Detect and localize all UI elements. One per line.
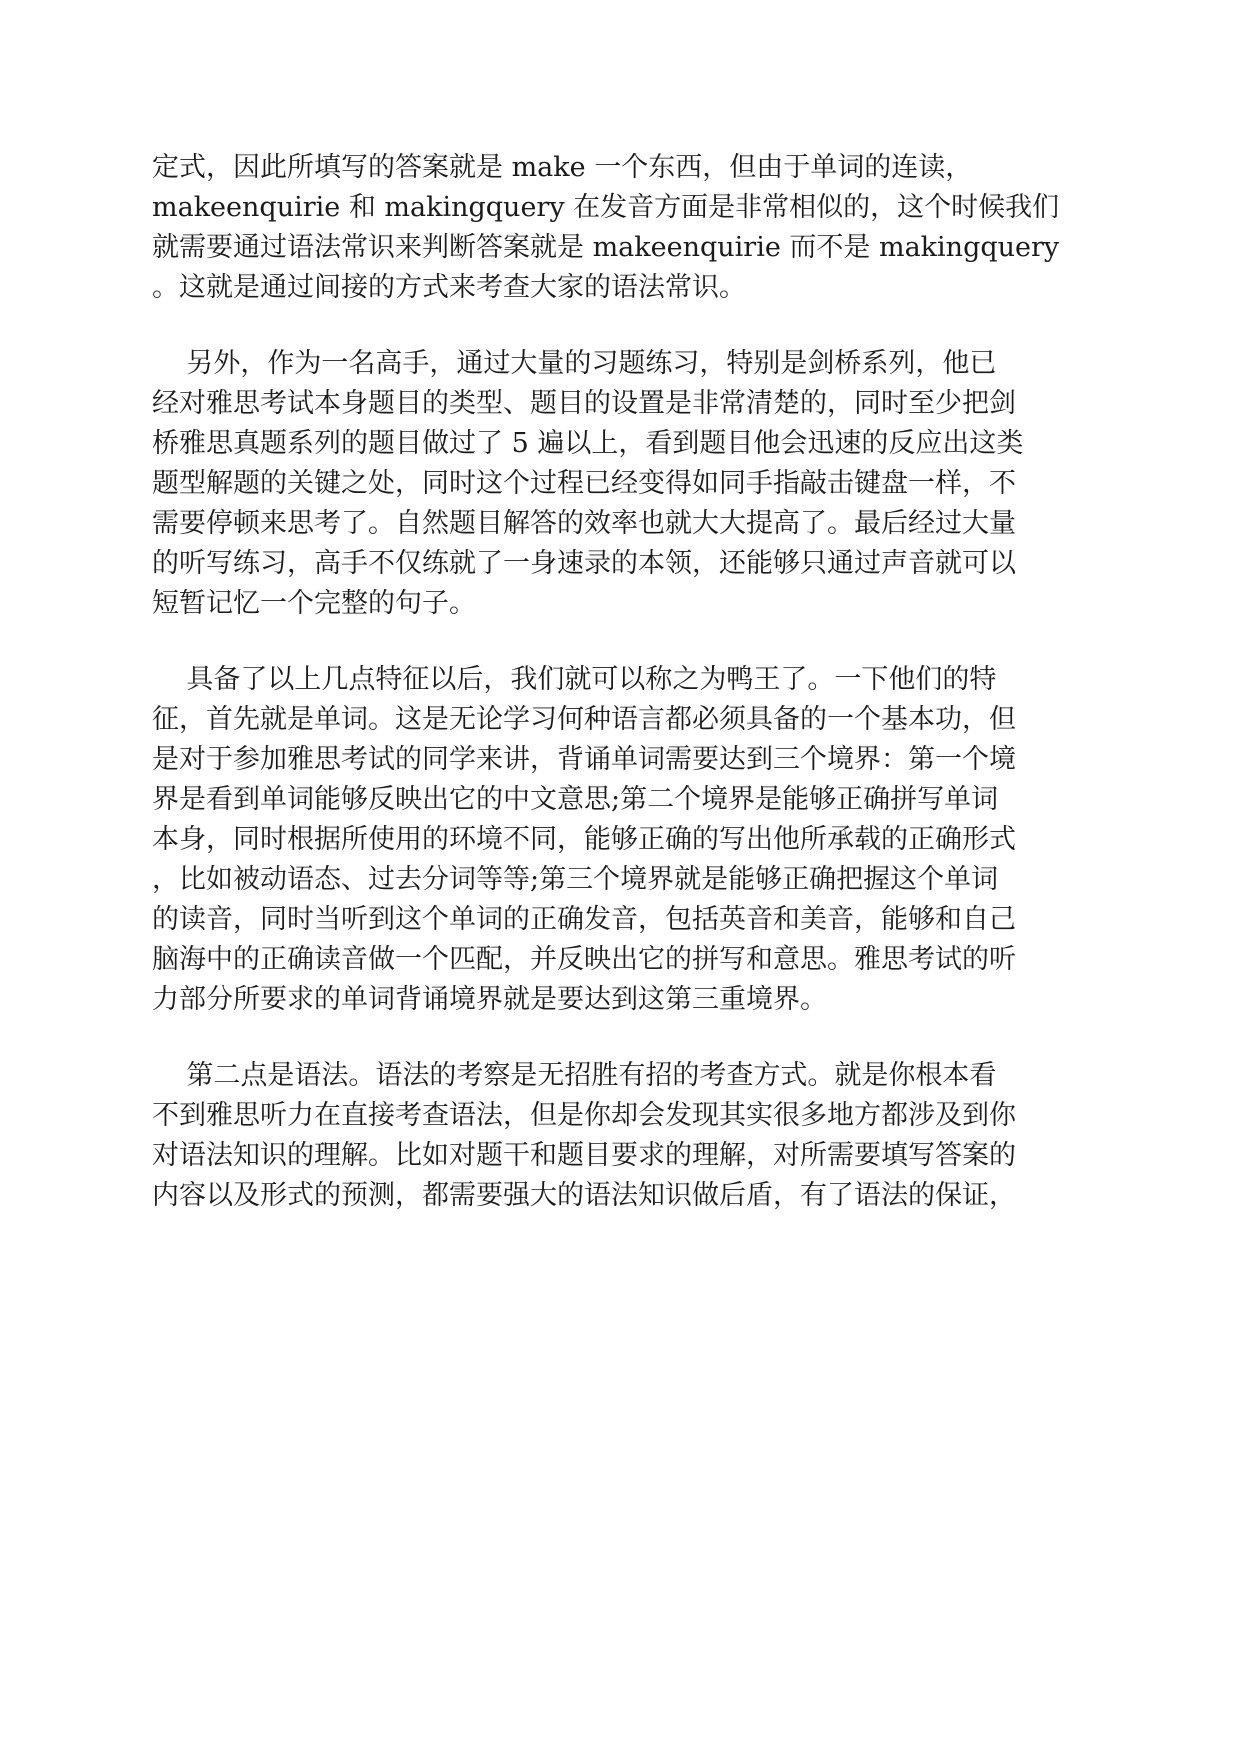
text-line: 经对雅思考试本身题目的类型、题目的设置是非常清楚的，同时至少把剑 — [152, 388, 1016, 419]
text-line: 本身，同时根据所使用的环境不同，能够正确的写出他所承载的正确形式 — [152, 824, 1016, 855]
text-line: 对语法知识的理解。比如对题干和题目要求的理解，对所需要填写答案的 — [152, 1140, 1016, 1171]
text-line: makeenquirie 和 makingquery 在发音方面是非常相似的，这个时候我们 — [152, 192, 1060, 223]
text-line: 题型解题的关键之处，同时这个过程已经变得如同手指敲击键盘一样，不 — [152, 468, 1016, 499]
paragraph-2 — [152, 344, 1092, 624]
text-line: 另外，作为一名高手，通过大量的习题练习，特别是剑桥系列，他已 — [152, 348, 997, 379]
text-line: 短暂记忆一个完整的句子。 — [152, 588, 476, 619]
text-line: 的听写练习，高手不仅练就了一身速录的本领，还能够只通过声音就可以 — [152, 548, 1016, 579]
paragraph-gap — [152, 1020, 1092, 1056]
text-line: 征，首先就是单词。这是无论学习何种语言都必须具备的一个基本功，但 — [152, 704, 1016, 735]
text-line: 就需要通过语法常识来判断答案就是 makeenquirie 而不是 makingquery — [152, 232, 1060, 263]
paragraph-1 — [152, 148, 1092, 308]
text-line: 定式，因此所填写的答案就是 make 一个东西，但由于单词的连读， — [152, 152, 973, 183]
paragraph-3 — [152, 660, 1092, 1020]
paragraph-gap — [152, 308, 1092, 344]
text-line: 的读音，同时当听到这个单词的正确发音，包括英音和美音，能够和自己 — [152, 904, 1016, 935]
text-line: 是对于参加雅思考试的同学来讲，背诵单词需要达到三个境界：第一个境 — [152, 744, 1016, 775]
text-line: 桥雅思真题系列的题目做过了 5 遍以上，看到题目他会迅速的反应出这类 — [152, 428, 1024, 459]
text-line: 不到雅思听力在直接考查语法，但是你却会发现其实很多地方都涉及到你 — [152, 1100, 1016, 1131]
paragraph-gap — [152, 624, 1092, 660]
text-line: 需要停顿来思考了。自然题目解答的效率也就大大提高了。最后经过大量 — [152, 508, 1016, 539]
paragraph-4 — [152, 1056, 1092, 1216]
text-line: 具备了以上几点特征以后，我们就可以称之为鸭王了。一下他们的特 — [152, 664, 997, 695]
text-line: ，比如被动语态、过去分词等等;第三个境界就是能够正确把握这个单词 — [152, 864, 999, 895]
text-line: 第二点是语法。语法的考察是无招胜有招的考查方式。就是你根本看 — [152, 1060, 997, 1091]
text-line: 脑海中的正确读音做一个匹配，并反映出它的拼写和意思。雅思考试的听 — [152, 944, 1016, 975]
document-body — [152, 148, 1092, 1216]
text-line: 界是看到单词能够反映出它的中文意思;第二个境界是能够正确拼写单词 — [152, 784, 999, 815]
text-line: 内容以及形式的预测，都需要强大的语法知识做后盾，有了语法的保证， — [152, 1180, 1016, 1211]
text-line: 力部分所要求的单词背诵境界就是要达到这第三重境界。 — [152, 984, 827, 1015]
text-line: 。这就是通过间接的方式来考查大家的语法常识。 — [152, 272, 746, 303]
